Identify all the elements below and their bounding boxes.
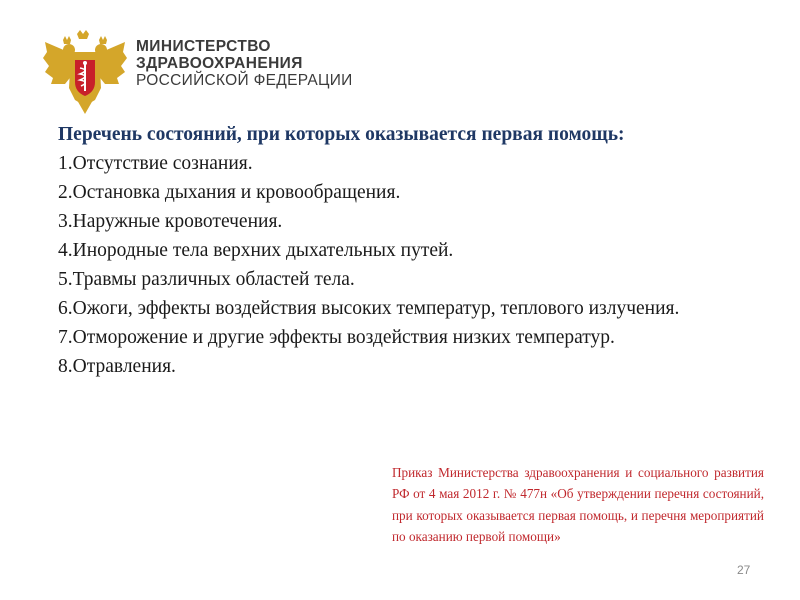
list-heading: Перечень состояний, при которых оказывается первая помощь:	[58, 124, 625, 145]
ministry-line3: РОССИЙСКОЙ ФЕДЕРАЦИИ	[136, 72, 353, 89]
double-headed-eagle-emblem-icon	[43, 28, 127, 116]
ministry-name	[136, 38, 353, 89]
conditions-list	[28, 120, 758, 381]
list-item: 8.Отравления.	[58, 356, 176, 377]
list-item: 1.Отсутствие сознания.	[58, 153, 253, 174]
list-item: 7.Отморожение и другие эффекты воздействия низких температур.	[58, 327, 615, 348]
list-item: 2.Остановка дыхания и кровообращения.	[58, 182, 401, 203]
ministry-line2: ЗДРАВООХРАНЕНИЯ	[136, 55, 303, 72]
page-number: 27	[737, 563, 751, 577]
list-item: 4.Инородные тела верхних дыхательных путей.	[58, 240, 454, 261]
source-reference: Приказ Министерства здравоохранения и социального развития РФ от 4 мая 2012 г. № 477н «Об утверждении перечня состояний, при которых оказывается первая помощь, и перечня мероприятий по оказанию первой помощи»	[392, 465, 764, 545]
list-item: 6.Ожоги, эффекты воздействия высоких температур, теплового излучения.	[58, 298, 680, 319]
list-item: 3.Наружные кровотечения.	[58, 211, 283, 232]
list-item: 5.Травмы различных областей тела.	[58, 269, 355, 290]
ministry-line1: МИНИСТЕРСТВО	[136, 38, 271, 55]
